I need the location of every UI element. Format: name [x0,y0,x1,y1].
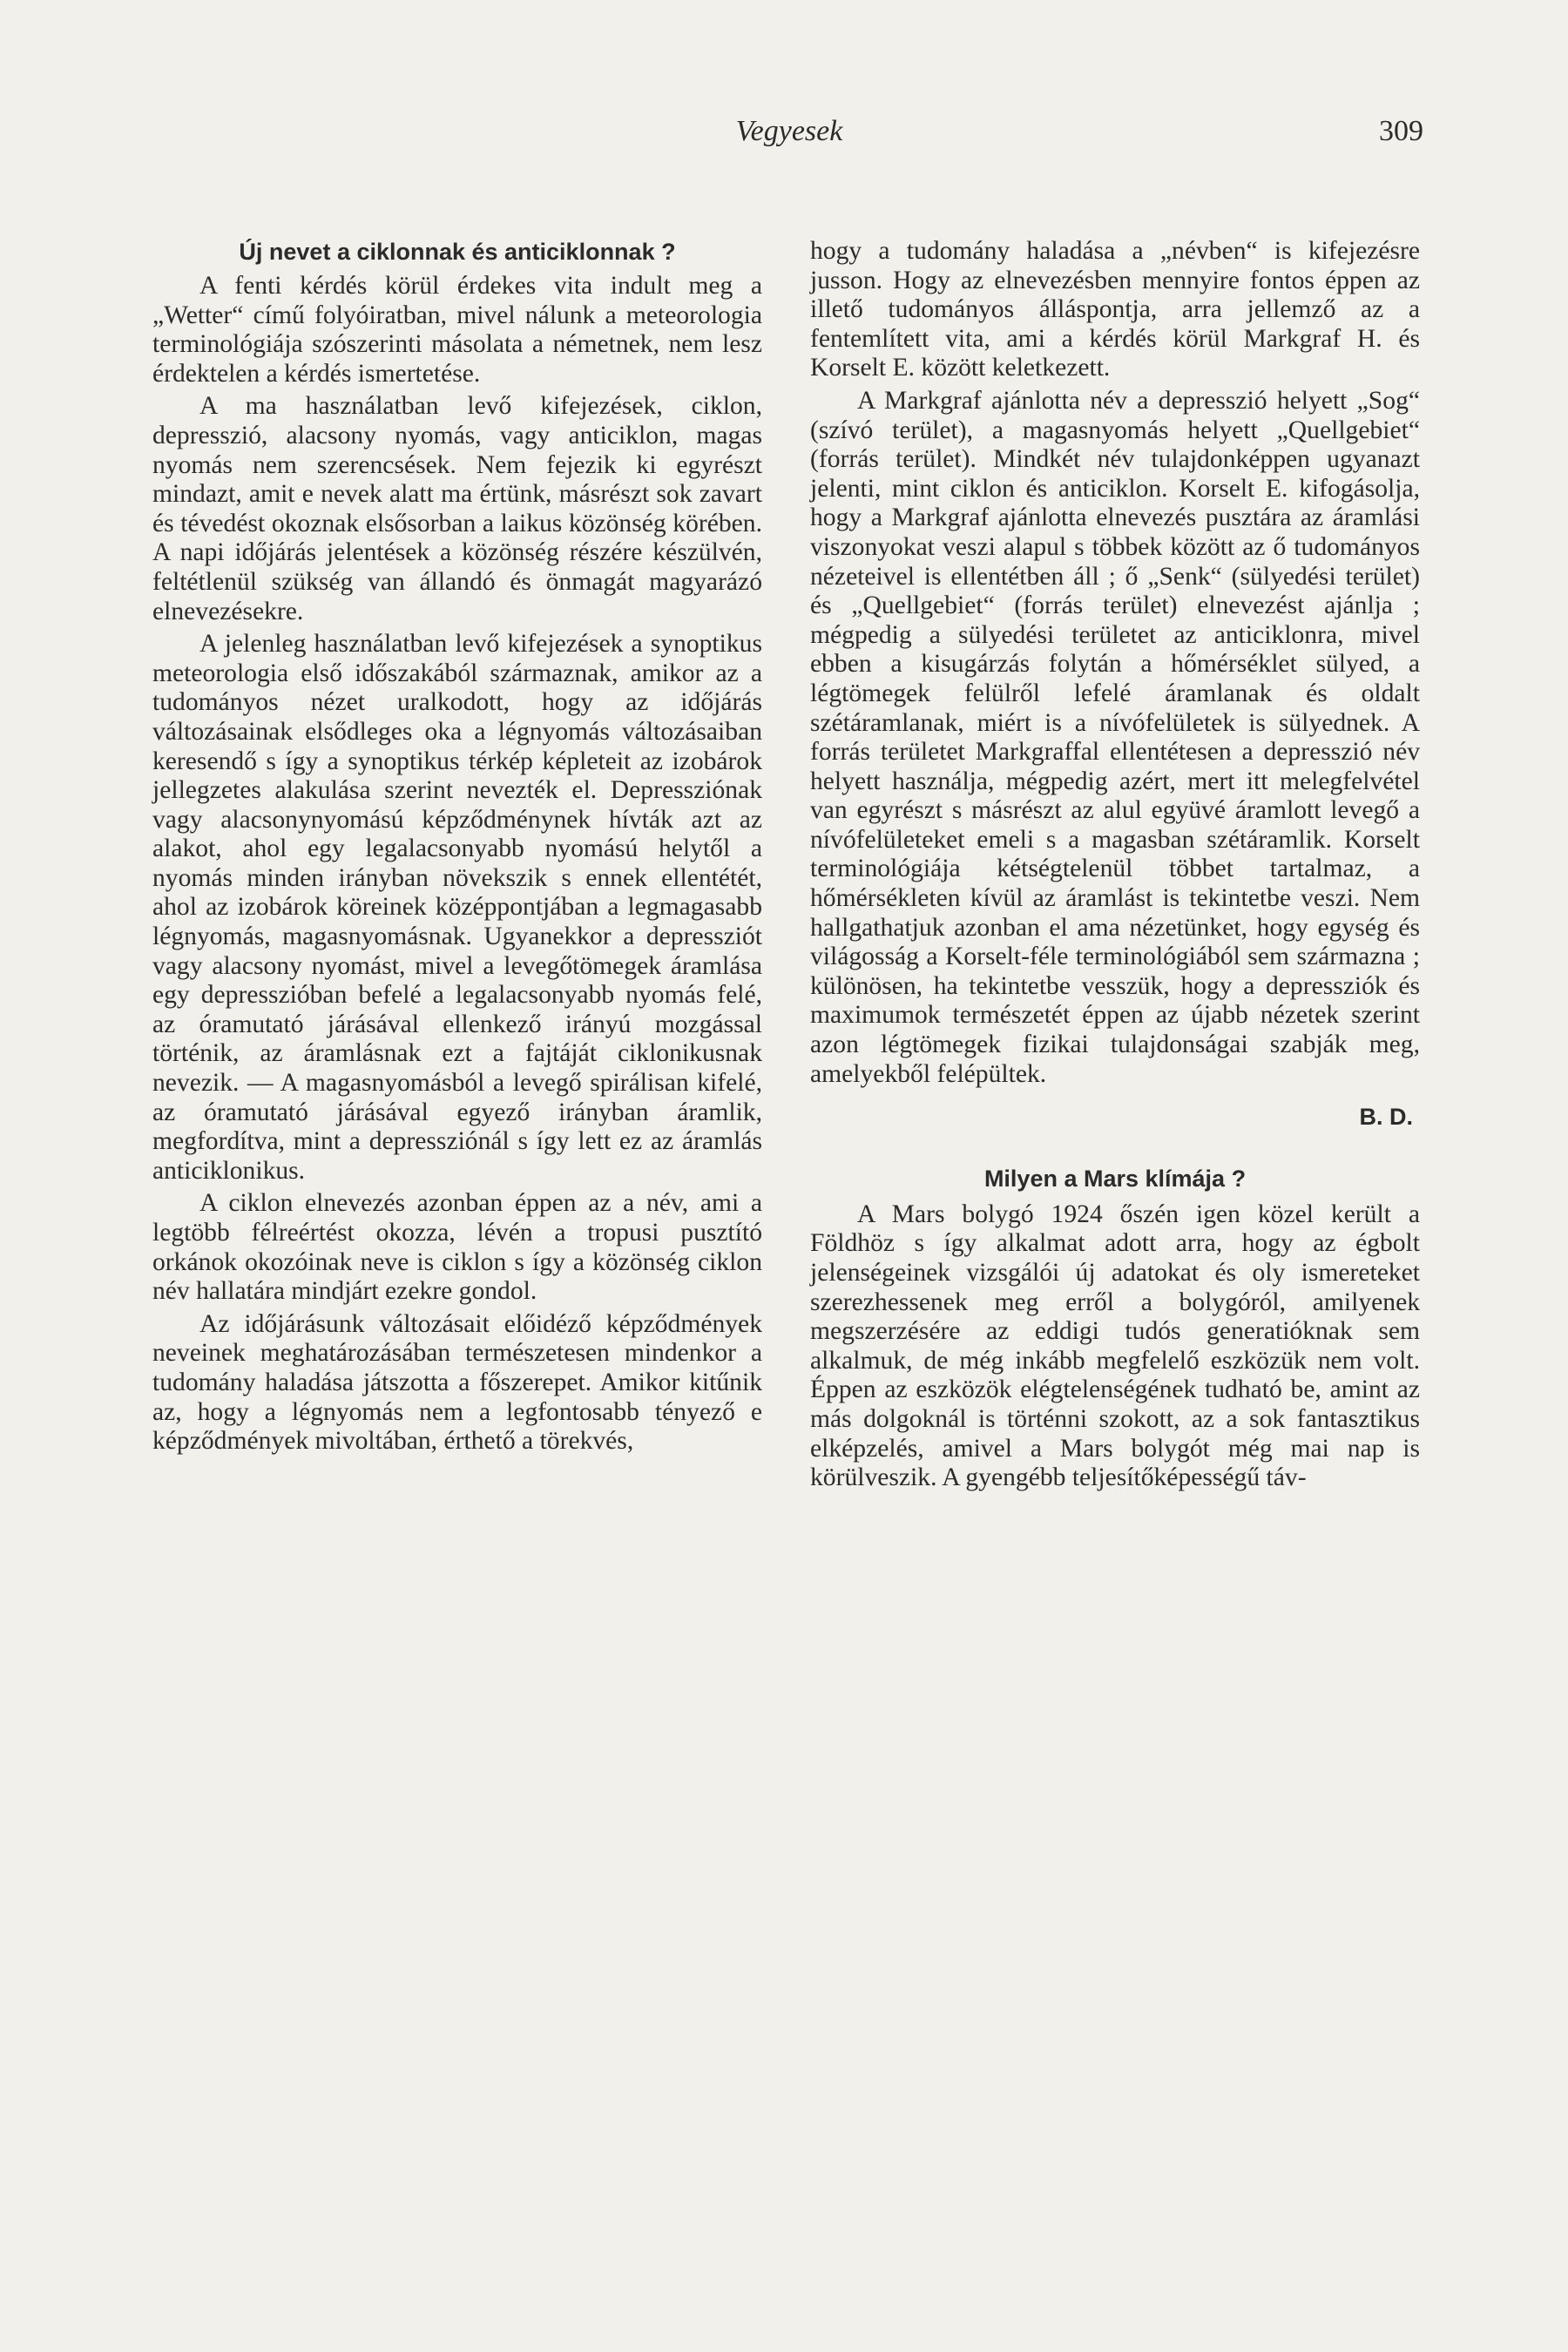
paragraph-continued: hogy a tudomány haladása a „névben“ is kifejezésre jusson. Hogy az elnevezésben mennyire fontos éppen az illető tudományos álláspontja, arra jellemző az a fentemlített vita, ami a kérdés körül Markgraf H. és Korselt E. között keletkezett. [810,237,1420,382]
article-title-mars: Milyen a Mars klímája ? [983,1165,1247,1192]
paragraph: A Mars bolygó 1924 őszén igen közel került a Földhöz s így alkalmat adott arra, hogy az égbolt jelenségeinek vizsgálói új adatokat és oly ismereteket szerezhessenek meg erről a bolygóról, amilyenek megszerzésére az eddigi tudós generatióknak sem alkalmuk, de még inkább megfelelő eszközük nem volt. Éppen az eszközök elégtelenségének tudható be, amint az más dolgoknál is történni szokott, az a sok fantasztikus elképzelés, amivel a Mars bolygót még mai nap is körülveszik. A gyengébb teljesítőképességű táv- [810,1200,1420,1492]
paragraph: A ma használatban levő kifejezések, ciklon, depresszió, alacsony nyomás, vagy anticiklon, magas nyomás nem szerencsések. Nem fejezik ki egyrészt mindazt, amit e nevek alatt ma értünk, másrészt sok zavart és tévedést okoznak elsősorban a laikus közönség körében. A napi időjárás jelentések a közönség részére készülvén, feltétlenül szükség van állandó és önmagát magyarázó elnevezésekre. [152,392,762,625]
left-column [152,237,762,1456]
article-title-cyclone: Új nevet a ciklonnak és anticiklonnak ? [239,239,676,265]
paragraph: Az időjárásunk változásait előidéző képződmények neveinek meghatározásában természetesen mindenkor a tudomány haladása játszotta a főszerepet. Amikor kitűnik az, hogy a légnyomás nem a legfontosabb tényező e képződmények mivoltában, érthető a törekvés, [152,1309,762,1456]
paragraph: A jelenleg használatban levő kifejezések a synoptikus meteorologia első időszakából származnak, amikor az a tudományos nézet uralkodott, hogy az időjárás változásainak elsődleges oka a légnyomás változásaiban keresendő s így a synoptikus térkép képleteit az izobárok jellegzetes alakulása szerint nevezték el. Depressziónak vagy alacsonynyomású képződménynek hívták azt az alakot, ahol egy legalacsonyabb nyomású helytől a nyomás minden irányban növekszik s ennek ellentétét, ahol az izobárok köreinek középpontjában a legmagasabb légnyomás, magasnyomásnak. Ugyanekkor a depressziót vagy alacsony nyomást, mivel a levegőtömegek áramlása egy depresszióban befelé a legalacsonyabb nyomás felé, az óramutató járásával ellenkező irányú mozgással történik, az áramlásnak ezt a fajtáját ciklonikusnak nevezik. — A magasnyomásból a levegő spirálisan kifelé, az óramutató járásával egyező irányban áramlik, megfordítva, mint a depressziónál s így lett ez az áramlás anticiklonikus. [152,630,762,1185]
paragraph: A ciklon elnevezés azonban éppen az a név, ami a legtöbb félreértést okozza, lévén a tropusi pusztító orkánok okozóinak neve is ciklon s így a közönség ciklon név hallatára mindjárt ezekre gondol. [152,1189,762,1306]
author-signature: B. D. [1359,1104,1413,1131]
right-column [810,237,1420,1493]
paragraph: A Markgraf ajánlotta név a depresszió helyett „Sog“ (szívó terület), a magasnyomás helyett „Quellgebiet“ (forrás terület). Mindkét név tulajdonképpen ugyanazt jelenti, mint ciklon és anticiklon. Korselt E. kifogásolja, hogy a Markgraf ajánlotta elnevezés pusztára az áramlási viszonyokat veszi alapul s többek között az ő tudományos nézeteivel is ellentétben áll ; ő „Senk“ (sülyedési terület) és „Quellgebiet“ (forrás terület) elnevezést ajánlja ; mégpedig a sülyedési területet az anticiklonra, mivel ebben a kisugárzás folytán a hőmérséklet sülyed, a légtömegek felülről lefelé áramlanak és oldalt szétáramlanak, miért is a nívófelületek is sülyednek. A forrás területet Markgraffal ellentétesen a depresszió név helyett használja, mégpedig azért, mert itt melegfelvétel van egyrészt s másrészt az alul együvé áramlott levegő a nívófelületeket emeli s a magasban szétáramlik. Korselt terminológiája kétségtelenül többet tartalmaz, a hőmérsékleten kívül az áramlást is tekintetbe veszi. Nem hallgathatjuk azonban el ama nézetünket, hogy egység és világosság a Korselt-féle terminológiából sem származna ; különösen, ha tekintetbe vesszük, hogy a depressziók és maximumok természetét éppen az újabb nézetek szerint azon légtömegek fizikai tulajdonságai szabják meg, amelyekből felépültek. [810,386,1420,1088]
running-title: Vegyesek [735,115,843,147]
page-number: 309 [1379,115,1423,147]
page-header [155,112,1423,155]
paragraph: A fenti kérdés körül érdekes vita indult meg a „Wetter“ című folyóiratban, mivel nálunk a meteorologia terminológiája szószerinti másolata a németnek, nem lesz érdektelen a kérdés ismertetése. [152,272,762,388]
